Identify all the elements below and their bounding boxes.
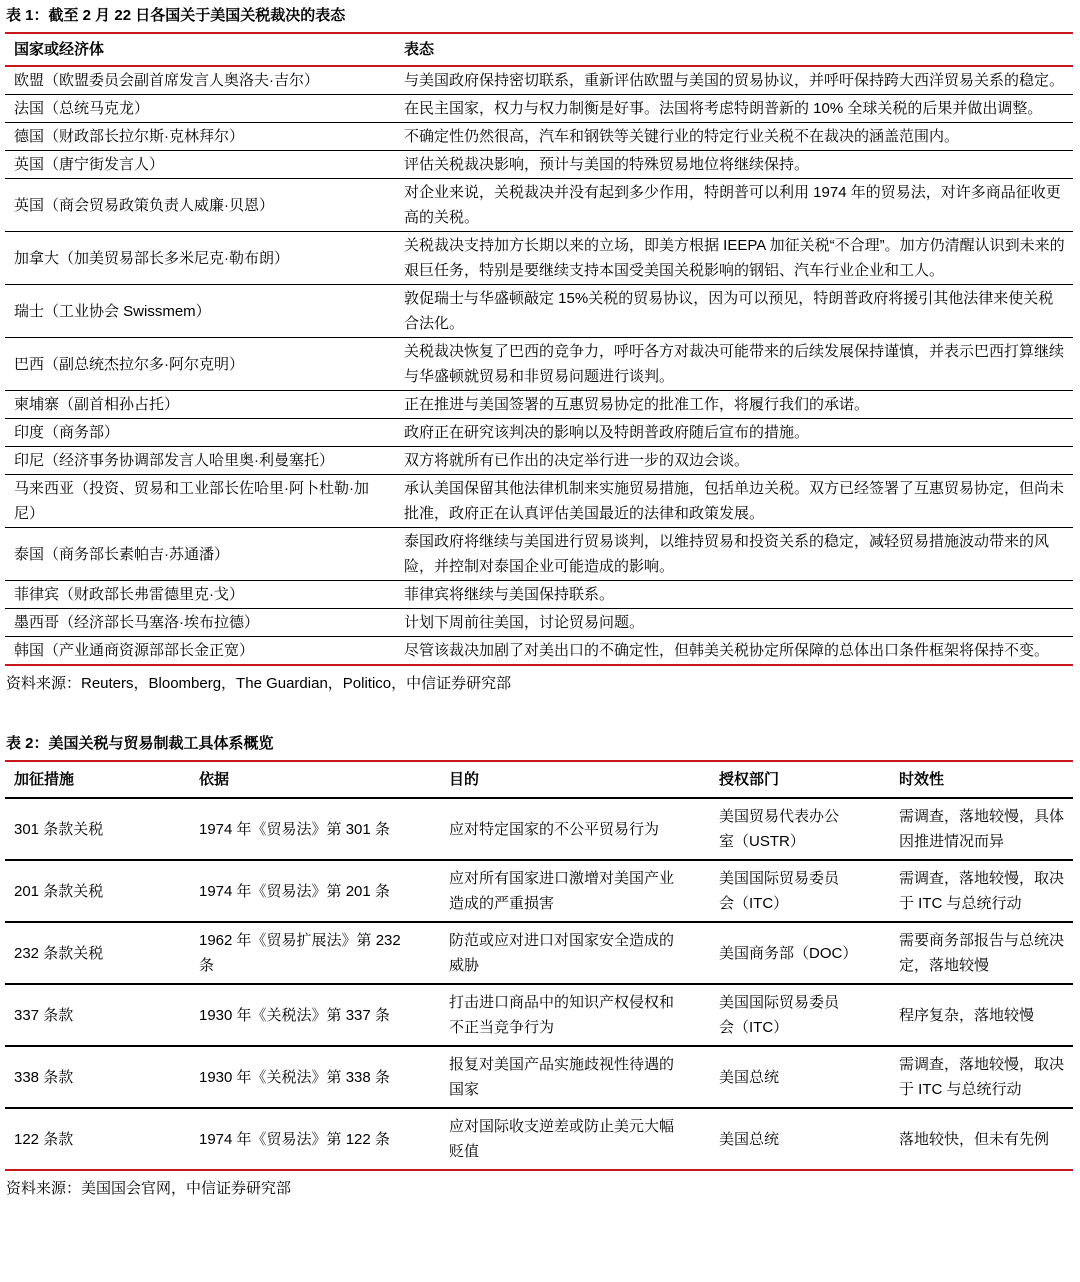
table-row: [5, 1046, 1073, 1108]
statement-cell: 敦促瑞士与华盛顿敲定 15%关税的贸易协议，因为可以预见，特朗普政府将援引其他法律来使关税合法化。: [395, 285, 1073, 338]
measure-cell: 201 条款关税: [5, 860, 190, 922]
basis-cell: 1974 年《贸易法》第 122 条: [199, 1130, 390, 1148]
measure-cell: 232 条款关税: [5, 922, 190, 984]
timeliness-cell: 程序复杂，落地较慢: [890, 984, 1073, 1046]
table2-header-measure: 加征措施: [5, 761, 190, 798]
basis-cell: 1974 年《贸易法》第 301 条: [190, 798, 440, 860]
table-row: [5, 66, 1073, 95]
table1-header-statement: 表态: [395, 33, 1073, 66]
statement-cell: 双方将就所有已作出的决定举行进一步的双边会谈。: [395, 447, 1073, 475]
country-cell: 英国（商会贸易政策负责人威廉·贝恩）: [5, 179, 395, 232]
table-row: [5, 528, 1073, 581]
authority-cell: 美国国际贸易委员会（ITC）: [710, 984, 890, 1046]
statement-cell: 政府正在研究该判决的影响以及特朗普政府随后宣布的措施。: [395, 419, 1073, 447]
country-cell: 马来西亚（投资、贸易和工业部长佐哈里·阿卜杜勒·加尼）: [5, 475, 395, 528]
statement-cell: 泰国政府将继续与美国进行贸易谈判，以维持贸易和投资关系的稳定，减轻贸易措施波动带来的风险，并控制对泰国企业可能造成的影响。: [395, 528, 1073, 581]
table-row: [5, 391, 1073, 419]
timeliness-cell: 需调查，落地较慢，取决于 ITC 与总统行动: [890, 1046, 1073, 1108]
table-row: [5, 798, 1073, 860]
country-cell: 墨西哥（经济部长马塞洛·埃布拉德）: [5, 609, 395, 637]
country-cell: 菲律宾（财政部长弗雷德里克·戈）: [5, 581, 395, 609]
country-cell: 瑞士（工业协会 Swissmem）: [5, 285, 395, 338]
table-row: [5, 338, 1073, 391]
measure-cell: 122 条款: [14, 1130, 74, 1148]
authority-cell: 美国总统: [710, 1046, 890, 1108]
statement-cell: 与美国政府保持密切联系，重新评估欧盟与美国的贸易协议，并呼吁保持跨大西洋贸易关系的稳定。: [395, 66, 1073, 95]
country-cell: 韩国（产业通商资源部部长金正宽）: [14, 642, 255, 659]
authority-cell: 美国国际贸易委员会（ITC）: [710, 860, 890, 922]
table-row: [5, 609, 1073, 637]
measure-cell: 337 条款: [5, 984, 190, 1046]
basis-cell: 1930 年《关税法》第 338 条: [190, 1046, 440, 1108]
statement-cell: 计划下周前往美国，讨论贸易问题。: [395, 609, 1073, 637]
country-cell: 泰国（商务部长素帕吉·苏通潘）: [5, 528, 395, 581]
table-row: [5, 95, 1073, 123]
country-cell: 英国（唐宁街发言人）: [5, 151, 395, 179]
statement-cell: 在民主国家，权力与权力制衡是好事。法国将考虑特朗普新的 10% 全球关税的后果并做出调整。: [395, 95, 1073, 123]
table-row: [5, 447, 1073, 475]
table1-country-statements: [5, 32, 1073, 666]
table-row: [5, 475, 1073, 528]
statement-cell: 尽管该裁决加剧了对美出口的不确定性，但韩美关税协定所保障的总体出口条件框架将保持不变。: [404, 642, 1050, 659]
authority-cell: 美国总统: [719, 1130, 780, 1148]
table-row: [5, 922, 1073, 984]
statement-cell: 关税裁决支持加方长期以来的立场，即美方根据 IEEPA 加征关税“不合理”。加方仍清醒认识到未来的艰巨任务，特别是要继续支持本国受美国关税影响的钢铝、汽车行业企业和工人。: [395, 232, 1073, 285]
country-cell: 印尼（经济事务协调部发言人哈里奥·利曼塞托）: [5, 447, 395, 475]
table2-header-row: [5, 761, 1073, 798]
table1-title: 表 1：截至 2 月 22 日各国关于美国关税裁决的表态: [6, 7, 346, 24]
table2-header-timeliness: 时效性: [890, 761, 1073, 798]
table-row: [5, 860, 1073, 922]
table2-source: 资料来源：美国国会官网，中信证券研究部: [6, 1180, 292, 1197]
statement-cell: 菲律宾将继续与美国保持联系。: [395, 581, 1073, 609]
table2-header-authority: 授权部门: [710, 761, 890, 798]
purpose-cell: 应对国际收支逆差或防止美元大幅贬值: [449, 1118, 675, 1160]
table2-block: [5, 734, 1073, 1199]
authority-cell: 美国贸易代表办公室（USTR）: [710, 798, 890, 860]
statement-cell: 承认美国保留其他法律机制来实施贸易措施，包括单边关税。双方已经签署了互惠贸易协定，但尚未批准，政府正在认真评估美国最近的法律和政策发展。: [395, 475, 1073, 528]
purpose-cell: 报复对美国产品实施歧视性待遇的国家: [440, 1046, 710, 1108]
measure-cell: 338 条款: [5, 1046, 190, 1108]
basis-cell: 1962 年《贸易扩展法》第 232 条: [190, 922, 440, 984]
country-cell: 德国（财政部长拉尔斯·克林拜尔）: [5, 123, 395, 151]
table1-header-country: 国家或经济体: [5, 33, 395, 66]
country-cell: 巴西（副总统杰拉尔多·阿尔克明）: [5, 338, 395, 391]
measure-cell: 301 条款关税: [5, 798, 190, 860]
statement-cell: 正在推进与美国签署的互惠贸易协定的批准工作，将履行我们的承诺。: [395, 391, 1073, 419]
statement-cell: 关税裁决恢复了巴西的竞争力，呼吁各方对裁决可能带来的后续发展保持谨慎，并表示巴西打算继续与华盛顿就贸易和非贸易问题进行谈判。: [395, 338, 1073, 391]
country-cell: 法国（总统马克龙）: [5, 95, 395, 123]
country-cell: 印度（商务部）: [5, 419, 395, 447]
table1-header-row: [5, 33, 1073, 66]
purpose-cell: 应对所有国家进口激增对美国产业造成的严重损害: [440, 860, 710, 922]
country-cell: 加拿大（加美贸易部长多米尼克·勒布朗）: [5, 232, 395, 285]
table-row: [5, 123, 1073, 151]
table2-header-basis: 依据: [190, 761, 440, 798]
table-row: [5, 232, 1073, 285]
timeliness-cell: 需调查，落地较慢，具体因推进情况而异: [890, 798, 1073, 860]
basis-cell: 1974 年《贸易法》第 201 条: [190, 860, 440, 922]
table-row: [5, 1108, 1073, 1170]
purpose-cell: 应对特定国家的不公平贸易行为: [440, 798, 710, 860]
table-row: [5, 637, 1073, 666]
country-cell: 欧盟（欧盟委员会副首席发言人奥洛夫·吉尔）: [5, 66, 395, 95]
basis-cell: 1930 年《关税法》第 337 条: [190, 984, 440, 1046]
table-row: [5, 285, 1073, 338]
table-row: [5, 581, 1073, 609]
timeliness-cell: 落地较快，但未有先例: [899, 1130, 1050, 1148]
table2-title: 表 2：美国关税与贸易制裁工具体系概览: [6, 735, 274, 752]
table1-source: 资料来源：Reuters，Bloomberg，The Guardian，Politico，中信证券研究部: [6, 675, 512, 692]
statement-cell: 评估关税裁决影响，预计与美国的特殊贸易地位将继续保持。: [395, 151, 1073, 179]
statement-cell: 不确定性仍然很高，汽车和钢铁等关键行业的特定行业关税不在裁决的涵盖范围内。: [395, 123, 1073, 151]
table2-tariff-tools: [5, 760, 1073, 1171]
table1-block: [5, 6, 1073, 694]
statement-cell: 对企业来说，关税裁决并没有起到多少作用，特朗普可以利用 1974 年的贸易法，对许多商品征收更高的关税。: [395, 179, 1073, 232]
purpose-cell: 打击进口商品中的知识产权侵权和不正当竞争行为: [440, 984, 710, 1046]
table-row: [5, 179, 1073, 232]
authority-cell: 美国商务部（DOC）: [710, 922, 890, 984]
timeliness-cell: 需调查，落地较慢，取决于 ITC 与总统行动: [890, 860, 1073, 922]
timeliness-cell: 需要商务部报告与总统决定，落地较慢: [890, 922, 1073, 984]
table-row: [5, 984, 1073, 1046]
table-row: [5, 151, 1073, 179]
purpose-cell: 防范或应对进口对国家安全造成的威胁: [440, 922, 710, 984]
table-row: [5, 419, 1073, 447]
country-cell: 柬埔寨（副首相孙占托）: [5, 391, 395, 419]
table2-header-purpose: 目的: [440, 761, 710, 798]
